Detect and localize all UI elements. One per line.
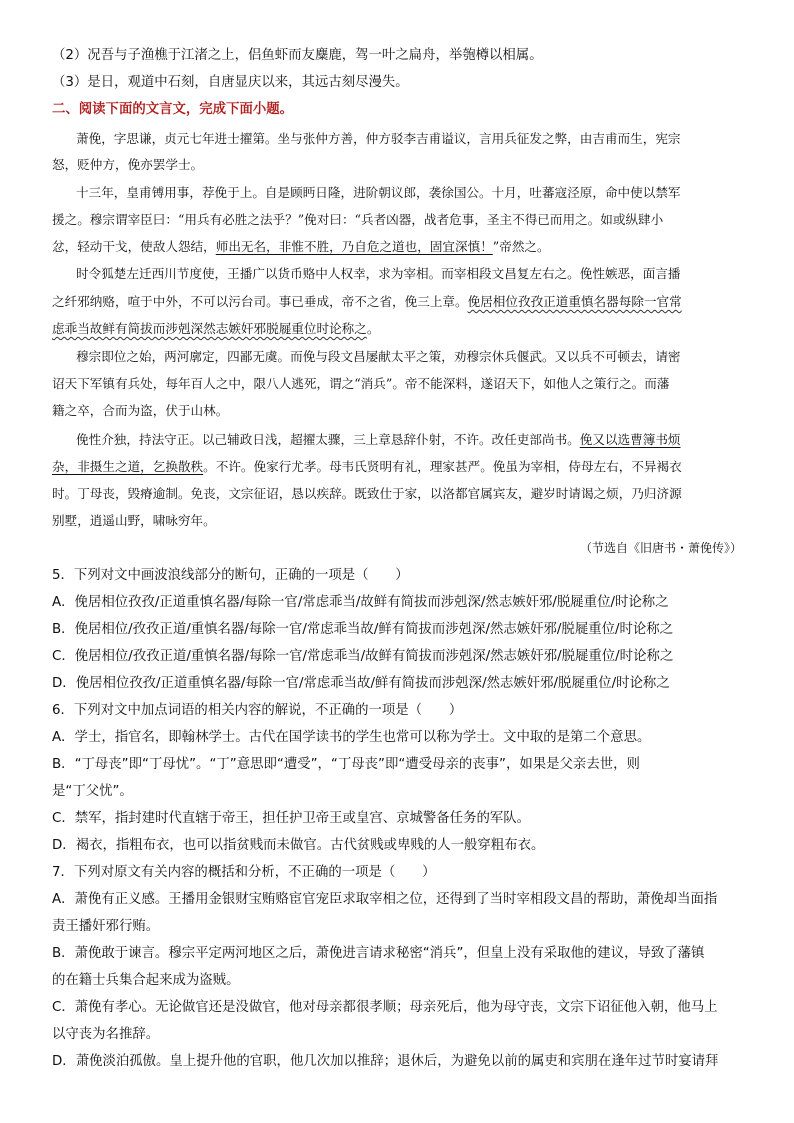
underlined-sentence: 杂，非摄生之道，乞换散秩 xyxy=(52,459,204,474)
passage-line: 时。丁母丧，毁瘠逾制。免丧，文宗征诏，恳以疾辞。既致仕于家，以洛都官属宾友，避岁时请谒之烦，乃归济源 xyxy=(52,486,682,501)
passage-line xyxy=(52,319,752,339)
passage-line: 别墅，逍遥山野，啸咏穷年。 xyxy=(52,513,216,528)
question-7-option-a-cont: 责王播奸邪行贿。 xyxy=(52,919,160,934)
underlined-sentence: 师出无名，非惟不胜，乃自危之道也，固宜深慎！ xyxy=(215,239,493,254)
passage-line xyxy=(52,457,752,477)
question-7-stem: 7．下列对原文有关内容的概括和分析，不正确的一项是（ ） xyxy=(52,865,436,880)
wavy-underlined-text: 俛居相位孜孜正道重慎名器每除一官常 xyxy=(467,294,682,309)
passage-line: 萧俛，字思谦，贞元七年进士擢第。坐与张仲方善，仲方驳李吉甫谥议，言用兵征发之弊，由吉甫而生，宪宗 xyxy=(76,131,681,146)
passage-line xyxy=(52,292,752,312)
question-6-option-d: D．褐衣，指粗布衣，也可以指贫贱而未做官。古代贫贱或卑贱的人一般穿粗布衣。 xyxy=(52,838,545,853)
passage-text: 俛性介独，持法守正。以己辅政日浅，超擢太骤，三上章恳辞仆射，不许。改任吏部尚书。 xyxy=(76,432,580,447)
question-7-option-b-cont: 的在籍士兵集合起来成为盗贼。 xyxy=(52,973,240,988)
top-line-2: （2）况吾与子渔樵于江渚之上，侣鱼虾而友麋鹿，驾一叶之扁舟，举匏樽以相属。 xyxy=(52,48,543,63)
passage-line xyxy=(52,237,752,257)
passage-text: ”帝然之。 xyxy=(492,239,550,254)
question-7-option-c-cont: 以守丧为名推辞。 xyxy=(52,1027,160,1042)
wavy-underlined-text: 虑乖当故鲜有简拔而涉剋深然志嫉奸邪脱屣重位时论称之 xyxy=(52,321,367,336)
passage-line: 怒，贬仲方，俛亦罢学士。 xyxy=(52,157,204,172)
passage-line xyxy=(76,430,776,450)
question-7-option-a: A．萧俛有正义感。王播用金银财宝贿赂宦官宠臣求取宰相之位，还得到了当时宰相段文昌的帮助，萧俛却当面指 xyxy=(52,892,718,907)
question-7-option-b: B．萧俛敢于谏言。穆宗平定两河地区之后，萧俛进言请求秘密“消兵”，但皇上没有采取他的建议，导致了藩镇 xyxy=(52,946,705,961)
passage-source: （节选自《旧唐书・萧俛传》） xyxy=(579,541,742,555)
question-6-stem: 6．下列对文中加点词语的相关内容的解说，不正确的一项是（ ） xyxy=(52,703,463,718)
passage-text: 。 xyxy=(366,321,380,336)
question-7-option-d: D．萧俛淡泊孤傲。皇上提升他的官职，他几次加以推辞；退休后，为避免以前的属吏和宾朋在逢年过节时宴请拜 xyxy=(52,1054,719,1069)
question-6-option-b-cont: 是“丁父忧”。 xyxy=(52,784,133,799)
question-5-option-b: B．俛居相位/孜孜正道/重慎名器/每除一官/常虑乖当故/鲜有简拔而涉剋深/然志嫉奸邪/脱屣重位/时论称之 xyxy=(52,622,674,637)
underlined-sentence: 俛又以选曹簿书烦 xyxy=(579,432,681,447)
passage-line: 援之。穆宗谓宰臣曰：“用兵有必胜之法乎？”俛对曰：“兵者凶器，战者危事，圣主不得已而用之。如或纵肆小 xyxy=(52,212,664,227)
passage-text: 之纤邪纳赂，喧于中外，不可以污台司。事已垂成，帝不之省，俛三上章。 xyxy=(52,294,468,309)
passage-line: 穆宗即位之始，两河廓定，四鄙无虞。而俛与段文昌屡献太平之策，劝穆宗休兵偃武。又以兵不可顿去，请密 xyxy=(76,349,681,364)
passage-text: 忿，轻动干戈，使敌人怨结， xyxy=(52,239,216,254)
top-line-3: （3）是日，观道中石刻，自唐显庆以来，其远古刻尽漫失。 xyxy=(52,75,409,90)
passage-line: 籍之卒，合而为盗，伏于山林。 xyxy=(52,403,229,418)
passage-text: 。不许。俛家行尤孝。母韦氏贤明有礼，理家甚严。俛虽为宰相，侍母左右，不异褐衣 xyxy=(203,459,682,474)
question-6-option-a: A．学士，指官名，即翰林学士。古代在国学读书的学生也常可以称为学士。文中取的是第二个意思。 xyxy=(52,730,651,745)
passage-line: 十三年，皇甫镈用事，荐俛于上。自是顾眄日隆，进阶朝议郎，袭徐国公。十月，吐蕃寇泾原，命中使以禁军 xyxy=(76,185,681,200)
section-heading: 二、阅读下面的文言文，完成下面小题。 xyxy=(52,102,294,117)
passage-line: 时令狐楚左迁西川节度使，王播广以货币赂中人权幸，求为宰相。而宰相段文昌复左右之。俛性嫉恶，面言播 xyxy=(76,266,681,281)
question-6-option-b: B．“丁母丧”即“丁母忧”。“丁”意思即“遭受”，“丁母丧”即“遭受母亲的丧事”，如果是父亲去世，则 xyxy=(52,757,640,772)
question-7-option-c: C．萧俛有孝心。无论做官还是没做官，他对母亲都很孝顺；母亲死后，他为母守丧，文宗下诏征他入朝，他马上 xyxy=(52,1000,718,1015)
question-5-option-d: D．俛居相位孜孜/正道重慎名器/每除一官/常虑乖当故/鲜有简拔而涉剋深/然志嫉奸邪/脱屣重位/时论称之 xyxy=(52,676,670,691)
question-5-option-a: A．俛居相位孜孜/正道重慎名器/每除一官/常虑乖当/故鲜有简拔而涉剋深/然志嫉奸邪/脱屣重位/时论称之 xyxy=(52,595,669,610)
question-5-option-c: C．俛居相位/孜孜正道/重慎名器/每除一官/常虑乖当/故鲜有简拔而涉剋深/然志嫉奸邪/脱屣重位/时论称之 xyxy=(52,649,674,664)
question-6-option-c: C．禁军，指封建时代直辖于帝王，担任护卫帝王或皇宫、京城警备任务的军队。 xyxy=(52,811,531,826)
passage-line: 诏天下军镇有兵处，每年百人之中，限八人逃死，谓之“消兵”。帝不能深料，遂诏天下，如他人之策行之。而藩 xyxy=(52,376,670,391)
question-5-stem: 5．下列对文中画波浪线部分的断句，正确的一项是（ ） xyxy=(52,568,409,583)
